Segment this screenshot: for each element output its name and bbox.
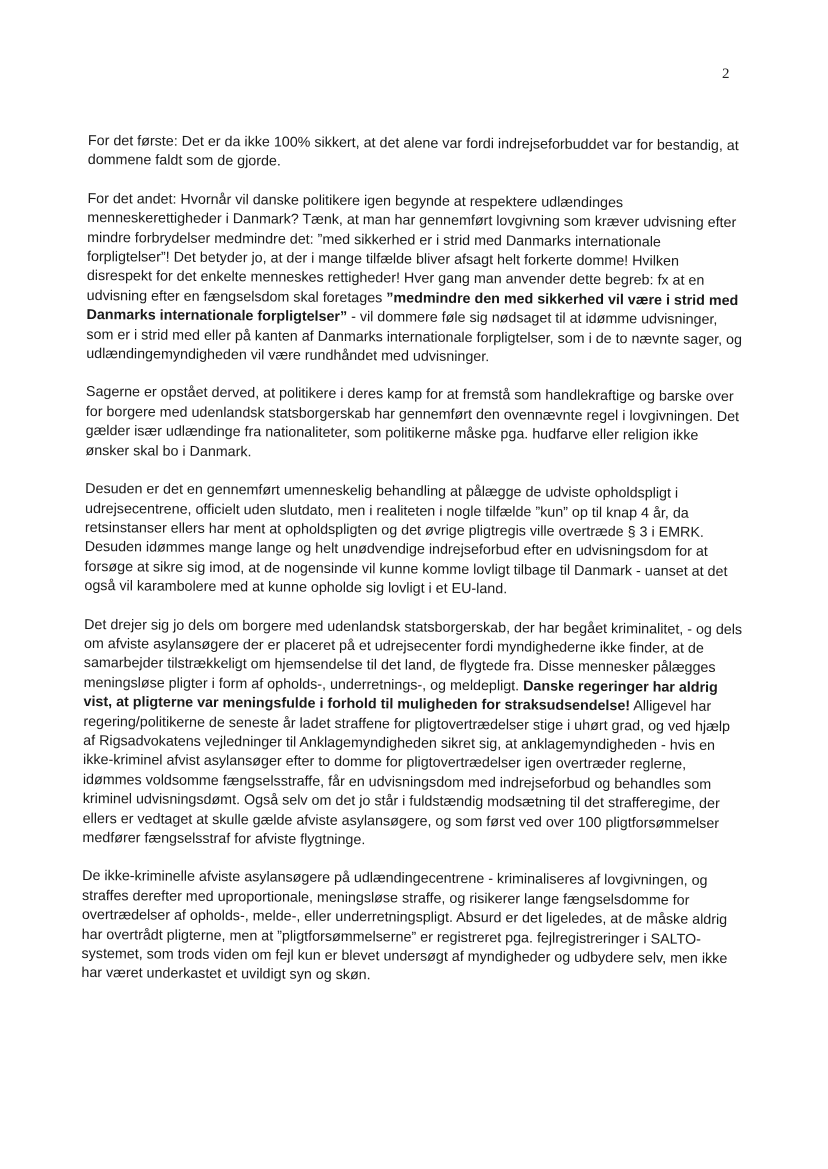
paragraph-text: - vil dommere føle sig nødsaget til at idømme udvisninger, som er i strid med eller på kanten af Danmarks internationale forpligtelser, som i de to nævnte sager, og udlændingemyndigheden vil være rundhåndet med udvisninger.: [86, 309, 743, 366]
paragraph-text: Alligevel har regering/politikerne de seneste år ladet straffene for pligtovertrædelser stige i uhørt grad, og ved hjælp af Rigsadvokatens vejledninger til Anklagemyndigheden sikret sig, at anklagemyndigheden - hvis en ikke-kriminel afvist asylansøger efter to domme for pligtovertrædelser igen overtræder reglerne, idømmes voldsomme fængselsstraffe, får en udvisningsdom med indrejseforbud og behandles som kriminel udvisningsdømt. Også selv om det jo står i fuldstændig modsætning til det strafferegime, der ellers er vedtaget at skulle gælde afviste asylansøgere, og som først ved over 100 pligtforsømmelser medfører fængselsstraf for afviste flygtninge.: [82, 698, 731, 849]
page-number: 2: [722, 66, 730, 82]
paragraph-text: For det andet: Hvornår vil danske politikere igen begynde at respektere udlændinges menneskerettigheder i Danmark? Tænk, at man har gennemført lovgivning som kræver udvisning efter mindre forbrydelser medmindre det: ”med sikkerhed er i strid med Danmarks internationale forpligtelser”! Det betyder jo, at der i mange tilfælde bliver afsagt helt forkerte domme! Hvilken disrespekt for det enkelte menneskes rettigheder! Hver gang man anvender dette begreb: fx at en udvisning efter en fængselsdom skal foretages: [86, 190, 737, 307]
paragraph-obligations: [82, 616, 744, 854]
paragraph-text: Det drejer sig jo dels om borgere med udenlandsk statsborgerskab, der har begået kriminalitet, - og dels om afviste asylansøgere der er placeret på et udrejsecenter fordi myndighederne ikke finder, at de samarbejder tilstrækkeligt om hjemsendelse til det land, de flygtede fra. Disse mennesker pålægges meningsløse pligter i form af opholds-, underretnings-, og meldepligt.: [83, 616, 743, 695]
paragraph-text: Sagerne er opstået derved, at politikere i deres kamp for at fremstå som handlekraftige og barske over for borgere med udenlandsk statsborgerskab har gennemført den ovennævnte regel i lovgivningen. Det gælder især udlændinge fra nationaliteter, som politikerne måske pga. hudfarve eller religion ikke ønsker skal bo i Danmark.: [85, 384, 740, 460]
paragraph-text: De ikke-kriminelle afviste asylansøgere på udlændingecentrene - kriminaliseres af lovgivningen, og straffes derefter med uproportionale, meningsløse straffe, og risikerer lange fængselsdomme for overtrædelser af opholds-, melde-, eller underretningspligt. Absurd er det ligeledes, at de måske aldrig har overtrådt pligterne, men at ”pligtforsømmelserne” er registreret pga. fejlregistreringer i SALTO-systemet, som trods viden om fejl kun er blevet undersøgt af myndigheder og udbydere selv, men ikke har været underkastet et uvildigt syn og skøn.: [81, 868, 728, 984]
paragraph-text: For det første: Det er da ikke 100% sikkert, at det alene var fordi indrejseforbuddet var for bestandig, at dommene faldt som de gjorde.: [87, 132, 739, 170]
paragraph-first-point: [88, 132, 748, 176]
paragraph-text: Desuden er det en gennemført umenneskelig behandling at pålægge de udviste opholdspligt i udrejsecentrene, officielt uden slutdato, men i realiteten i nogle tilfælde ”kun” op til knap 4 år, da retsinstanser ellers har ment at opholdspligten og det øvrige pligtregis ville overtræde § 3 i EMRK. Desuden idømmes mange lange og helt unødvendige indrejseforbud efter en udvisningsdom for at forsøge at sikre sig imod, at de nogensinde vil kunne komme lovligt tilbage til Danmark - uanset at det også vil karambolere med at kunne opholde sig lovligt i et EU-land.: [84, 481, 728, 598]
paragraph-second-point: [86, 190, 747, 370]
paragraph-criminalization: [81, 867, 742, 989]
emphasized-quote: ”medmindre den med sikkerhed vil være i strid med Danmarks internationale forpligtelser”: [86, 290, 739, 326]
emphasized-statement: Danske regeringer har aldrig vist, at pligterne var meningsfulde i forhold til muligheden for straksudsendelse!: [83, 678, 718, 715]
paragraph-inhumane-treatment: [84, 480, 745, 602]
letter-body: [81, 132, 748, 1008]
paragraph-origin-of-cases: [85, 383, 746, 466]
